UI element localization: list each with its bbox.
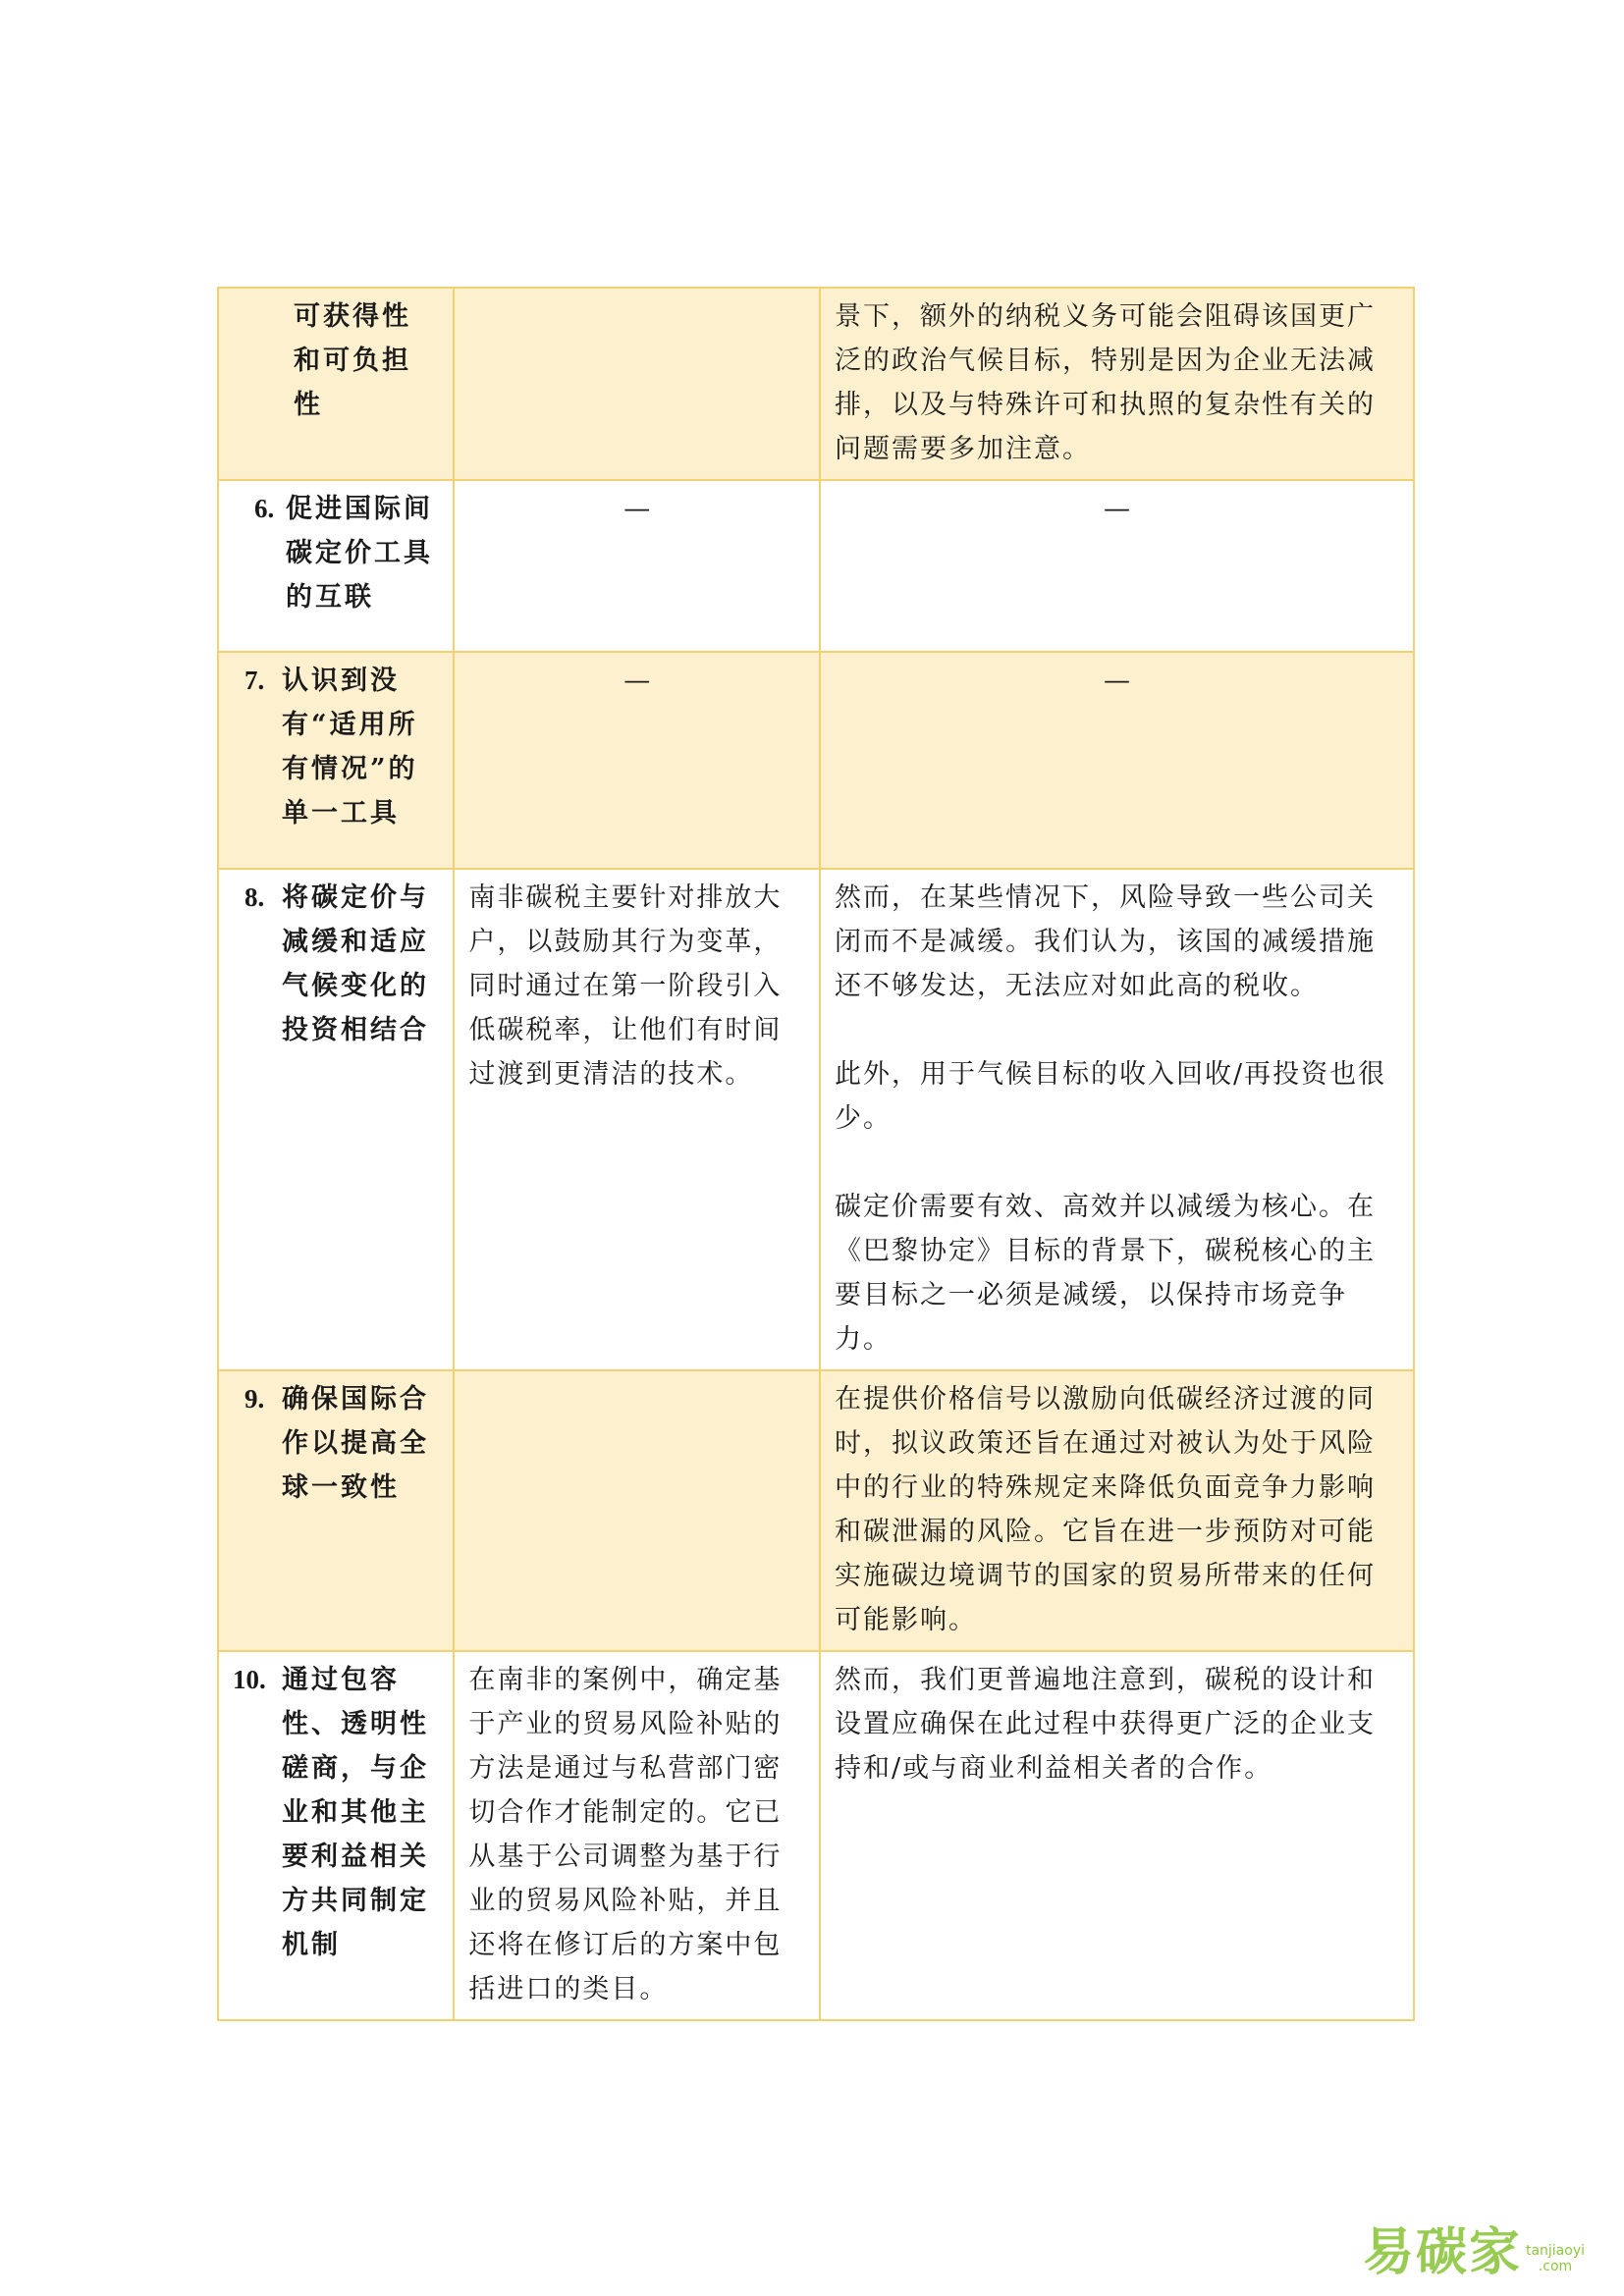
criterion-text: 促进国际间碳定价工具的互联 [286, 494, 433, 613]
table-row [218, 652, 1414, 869]
south-africa-cell [454, 288, 820, 480]
criterion-text: 可获得性和可负担性 [294, 301, 411, 420]
south-africa-cell [454, 869, 820, 1370]
assessment-cell [820, 869, 1414, 1370]
row-number: 6. [254, 494, 275, 523]
watermark-domain [1526, 2243, 1585, 2274]
assessment-cell [820, 1370, 1414, 1651]
assessment-cell [820, 288, 1414, 480]
table-row [218, 869, 1414, 1370]
watermark-sub-top: tanjiaoyi [1525, 2243, 1585, 2259]
empty-dash: — [623, 494, 651, 524]
watermark-main-text: 易碳家 [1362, 2223, 1522, 2282]
assessment-paragraph: 然而，我们更普遍地注意到，碳税的设计和设置应确保在此过程中获得更广泛的企业支持和/或与商业利益相关者的合作。 [835, 1665, 1376, 1784]
assessment-cell [820, 1651, 1414, 2020]
row-number: 8. [244, 882, 265, 912]
row-number: 7. [244, 666, 265, 695]
south-africa-cell [454, 1651, 820, 2020]
watermark-sub-bottom: .com [1538, 2259, 1573, 2274]
criterion-cell [218, 480, 454, 652]
south-africa-cell [454, 1370, 820, 1651]
south-africa-cell [454, 480, 820, 652]
criterion-cell [218, 1651, 454, 2020]
criterion-cell [218, 288, 454, 480]
criterion-text: 通过包容性、透明性磋商，与企业和其他主要利益相关方共同制定机制 [282, 1665, 429, 1960]
criterion-text: 确保国际合作以提高全球一致性 [282, 1384, 429, 1503]
criterion-cell [218, 652, 454, 869]
row-number: 10. [233, 1665, 266, 1694]
assessment-paragraph: 此外，用于气候目标的收入回收/再投资也很少。 [835, 1059, 1387, 1134]
criterion-cell [218, 869, 454, 1370]
south-africa-text: 南非碳税主要针对排放大户，以鼓励其行为变革，同时通过在第一阶段引入低碳税率，让他们有时间过渡到更清洁的技术。 [468, 882, 783, 1090]
south-africa-cell [454, 652, 820, 869]
assessment-paragraph: 碳定价需要有效、高效并以减缓为核心。在《巴黎协定》目标的背景下，碳税核心的主要目标之一必须是减缓，以保持市场竞争力。 [835, 1192, 1376, 1355]
empty-dash: — [623, 666, 651, 696]
criterion-text: 认识到没有“适用所有情况”的单一工具 [282, 666, 418, 828]
evaluation-table [217, 287, 1415, 2021]
table-row [218, 288, 1414, 480]
assessment-cell [820, 652, 1414, 869]
table-row [218, 1370, 1414, 1651]
assessment-cell [820, 480, 1414, 652]
assessment-paragraph: 在提供价格信号以激励向低碳经济过渡的同时，拟议政策还旨在通过对被认为处于风险中的行业的特殊规定来降低负面竞争力影响和碳泄漏的风险。它旨在进一步预防对可能实施碳边境调节的国家的贸易所带来的任何可能影响。 [835, 1384, 1376, 1635]
site-watermark-logo [1363, 2211, 1585, 2284]
assessment-paragraph: 景下，额外的纳税义务可能会阻碍该国更广泛的政治气候目标，特别是因为企业无法减排，以及与特殊许可和执照的复杂性有关的问题需要多加注意。 [835, 301, 1376, 464]
criterion-cell [218, 1370, 454, 1651]
empty-dash: — [1104, 494, 1130, 524]
table-row [218, 1651, 1414, 2020]
table-row [218, 480, 1414, 652]
assessment-paragraph: 然而，在某些情况下，风险导致一些公司关闭而不是减缓。我们认为，该国的减缓措施还不够发达，无法应对如此高的税收。 [835, 882, 1376, 1001]
empty-dash: — [1104, 666, 1130, 696]
criterion-text: 将碳定价与减缓和适应气候变化的投资相结合 [282, 882, 429, 1045]
south-africa-text: 在南非的案例中，确定基于产业的贸易风险补贴的方法是通过与私营部门密切合作才能制定的。它已从基于公司调整为基于行业的贸易风险补贴，并且还将在修订后的方案中包括进口的类目。 [468, 1665, 783, 2004]
row-number: 9. [244, 1384, 265, 1414]
